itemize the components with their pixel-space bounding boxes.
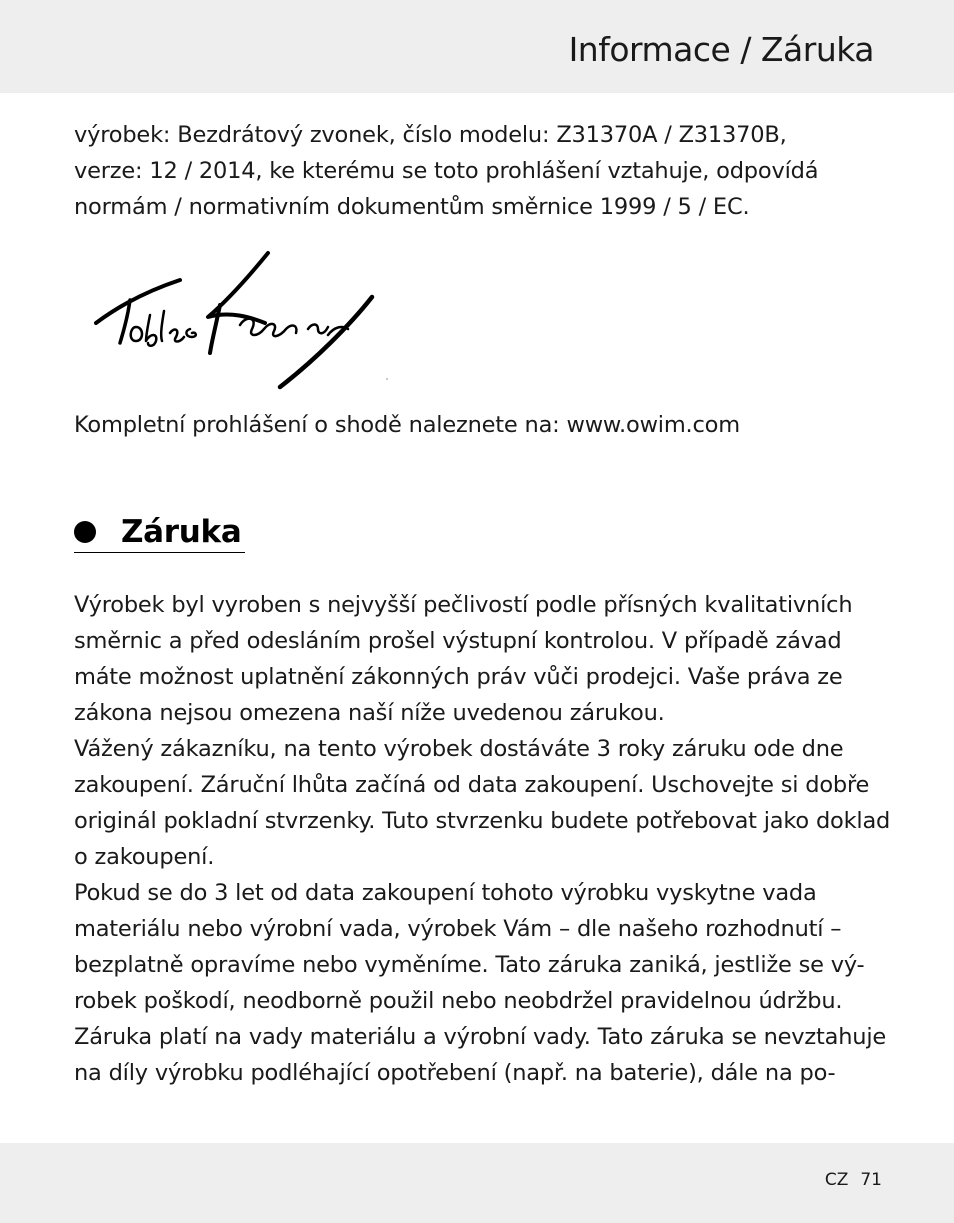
warranty-line: na díly výrobku podléhající opotřebení (např. na baterie), dále na po- bbox=[74, 1060, 836, 1086]
conformity-paragraph bbox=[74, 407, 884, 443]
warranty-line: Pokud se do 3 let od data zakoupení tohoto výrobku vyskytne vada bbox=[74, 880, 817, 906]
warranty-line: zakoupení. Záruční lhůta začíná od data zakoupení. Uschovejte si dobře bbox=[74, 772, 870, 798]
declaration-paragraph bbox=[74, 117, 884, 225]
signature-image bbox=[90, 245, 390, 395]
warranty-line: Výrobek byl vyroben s nejvyšší pečlivostí podle přísných kvalitativních bbox=[74, 592, 853, 618]
declaration-line: výrobek: Bezdrátový zvonek, číslo modelu: Z31370A / Z31370B, bbox=[74, 122, 787, 148]
page-title: Informace / Záruka bbox=[568, 30, 874, 69]
warranty-line: o zakoupení. bbox=[74, 844, 215, 870]
warranty-line: originál pokladní stvrzenky. Tuto stvrzenku budete potřebovat jako doklad bbox=[74, 808, 891, 834]
heading-underline bbox=[74, 552, 245, 553]
bullet-icon bbox=[74, 521, 96, 543]
declaration-line: normám / normativním dokumentům směrnice 1999 / 5 / EC. bbox=[74, 194, 750, 220]
warranty-line: robek poškodí, neodborně použil nebo neobdržel pravidelnou údržbu. bbox=[74, 988, 843, 1014]
warranty-paragraph bbox=[74, 587, 891, 1091]
warranty-line: bezplatně opravíme nebo vyměníme. Tato záruka zaniká, jestliže se vý- bbox=[74, 952, 865, 978]
warranty-line: Vážený zákazníku, na tento výrobek dostáváte 3 roky záruku ode dne bbox=[74, 736, 844, 762]
declaration-line: verze: 12 / 2014, ke kterému se toto prohlášení vztahuje, odpovídá bbox=[74, 158, 819, 184]
footer-page-info bbox=[825, 1170, 882, 1190]
warranty-line: máte možnost uplatnění zákonných práv vůči prodejci. Vaše práva ze bbox=[74, 664, 843, 690]
section-heading-text: Záruka bbox=[121, 514, 242, 550]
section-heading bbox=[74, 510, 242, 554]
page-header bbox=[0, 0, 954, 93]
page-footer bbox=[0, 1143, 954, 1223]
warranty-line: Záruka platí na vady materiálu a výrobní vady. Tato záruka se nevztahuje bbox=[74, 1024, 887, 1050]
footer-language: CZ bbox=[824, 1170, 849, 1190]
warranty-line: materiálu nebo výrobní vada, výrobek Vám – dle našeho rozhodnutí – bbox=[74, 916, 842, 942]
warranty-line: směrnic a před odesláním prošel výstupní kontrolou. V případě závad bbox=[74, 628, 842, 654]
page-number: 71 bbox=[860, 1170, 882, 1190]
conformity-link-text: Kompletní prohlášení o shodě naleznete na: www.owim.com bbox=[74, 412, 740, 438]
warranty-line: zákona nejsou omezena naší níže uvedenou zárukou. bbox=[74, 700, 665, 726]
